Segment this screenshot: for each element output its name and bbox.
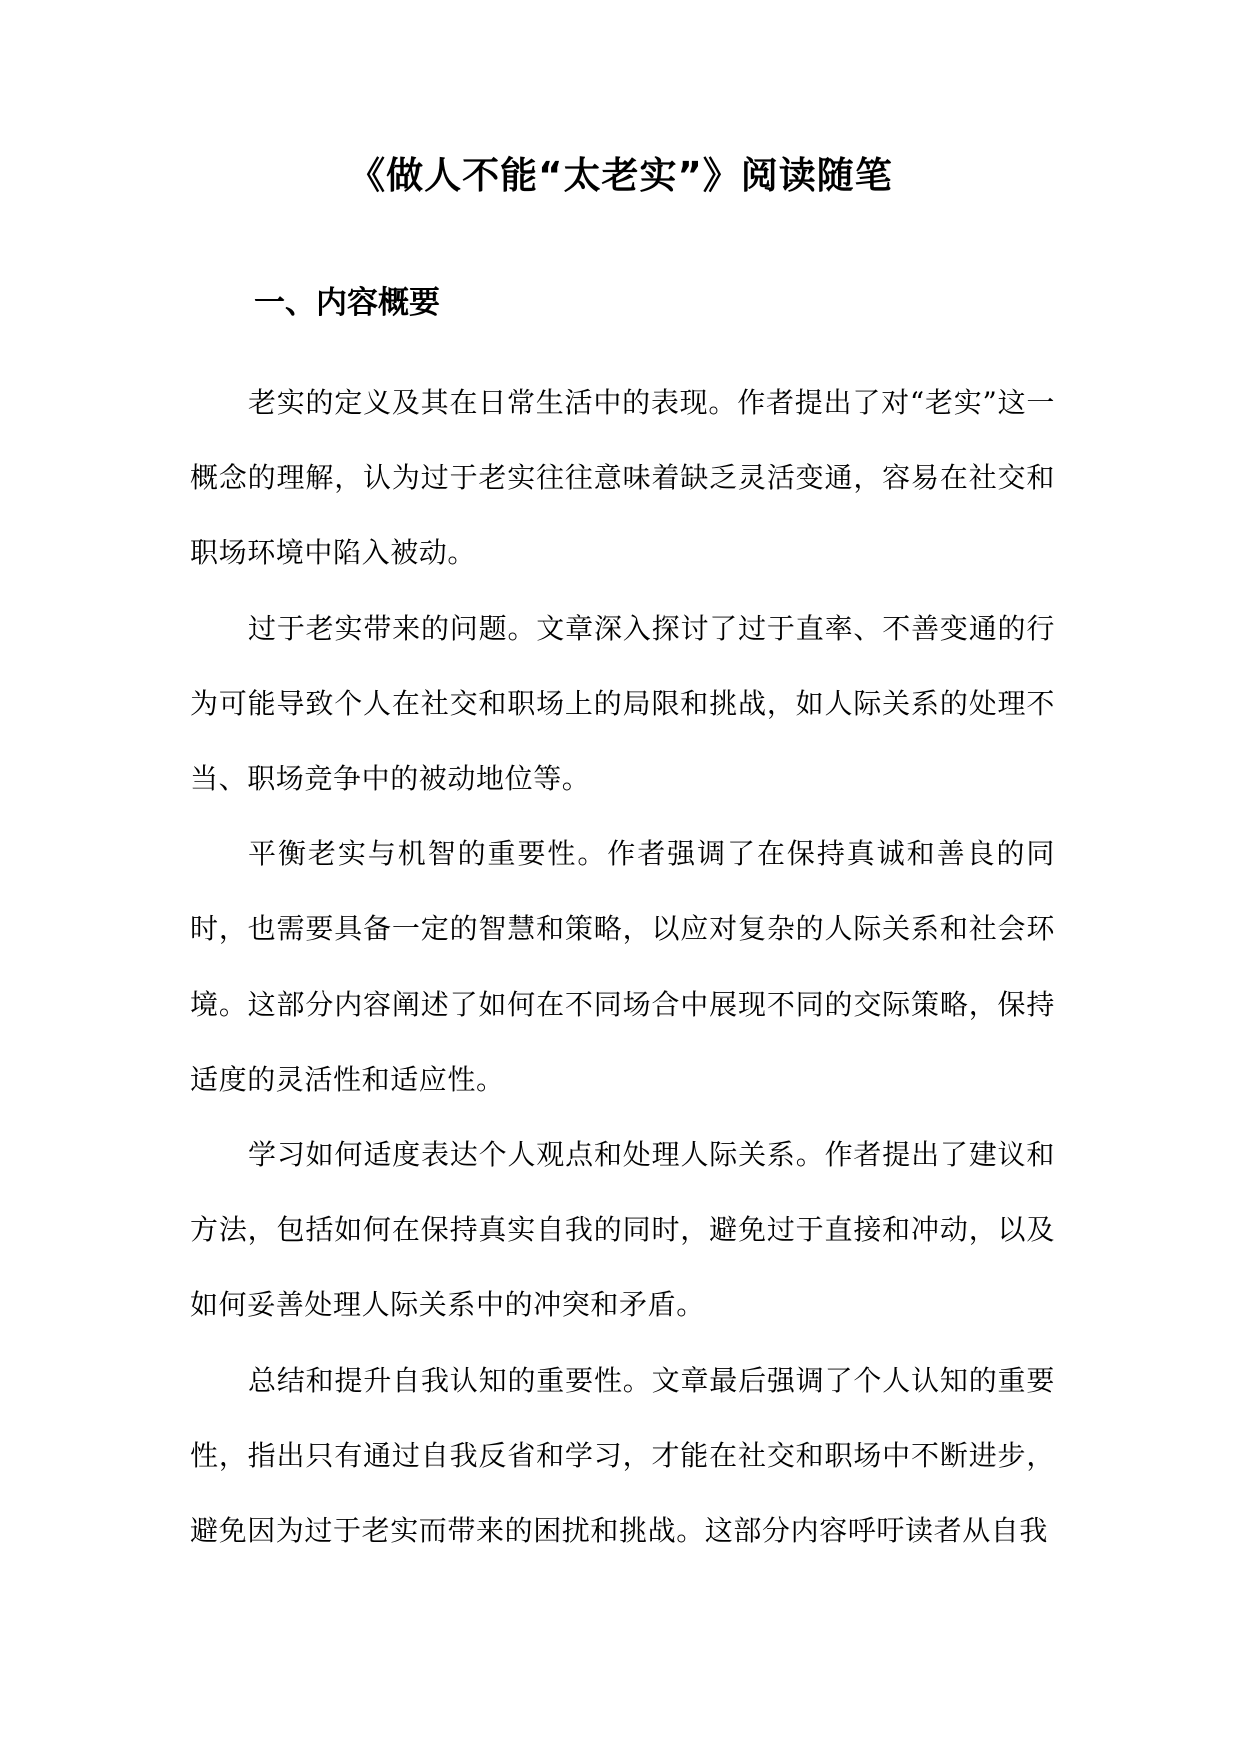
document-title: 《做人不能“太老实”》阅读随笔 — [348, 154, 893, 197]
paragraph: 过于老实带来的问题。文章深入探讨了过于直率、不善变通的行为可能导致个人在社交和职场上的局限和挑战，如人际关系的处理不当、职场竞争中的被动地位等。 — [190, 611, 1055, 796]
paragraph: 老实的定义及其在日常生活中的表现。作者提出了对“老实”这一概念的理解，认为过于老实往往意味着缺乏灵活变通，容易在社交和职场环境中陷入被动。 — [190, 386, 1055, 570]
document-body — [190, 365, 1055, 1568]
paragraph: 总结和提升自我认知的重要性。文章最后强调了个人认知的重要性，指出只有通过自我反省和学习，才能在社交和职场中不断进步，避免因为过于老实而带来的困扰和挑战。这部分内容呼吁读者从自我 — [190, 1363, 1055, 1548]
section-heading: 一、内容概要 — [254, 285, 440, 321]
paragraph: 平衡老实与机智的重要性。作者强调了在保持真诚和善良的同时，也需要具备一定的智慧和策略，以应对复杂的人际关系和社会环境。这部分内容阐述了如何在不同场合中展现不同的交际策略，保持适度的灵活性和适应性。 — [190, 837, 1055, 1096]
paragraph: 学习如何适度表达个人观点和处理人际关系。作者提出了建议和方法，包括如何在保持真实自我的同时，避免过于直接和冲动，以及如何妥善处理人际关系中的冲突和矛盾。 — [190, 1138, 1055, 1322]
